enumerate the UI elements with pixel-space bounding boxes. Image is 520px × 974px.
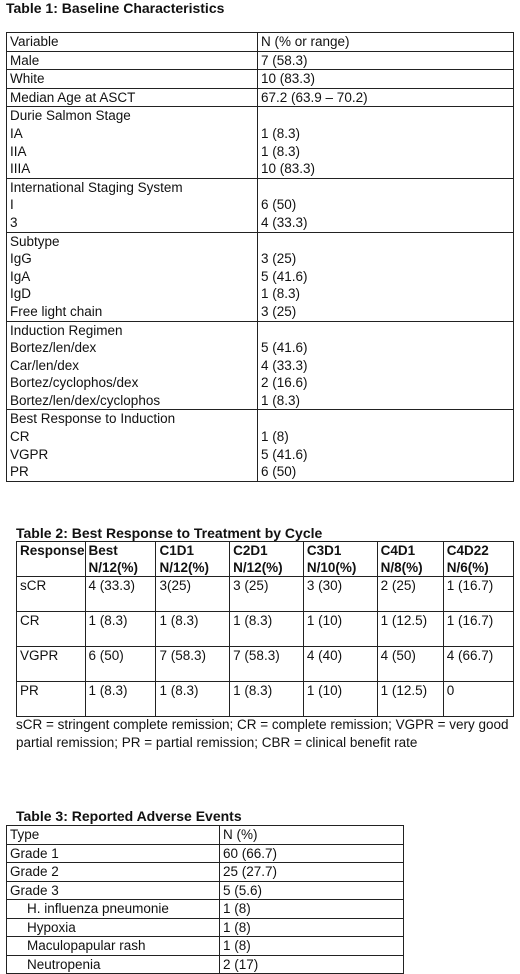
table-row xyxy=(7,937,404,956)
table-cell: 6 (50) xyxy=(85,647,156,682)
event-count-cell: 2 (17) xyxy=(220,955,404,974)
variable-cell: VGPR xyxy=(7,446,258,464)
table-row xyxy=(7,125,514,143)
value-cell: 4 (33.3) xyxy=(258,357,514,375)
table-cell: 7 (58.3) xyxy=(230,647,304,682)
column-header: Type xyxy=(7,826,220,845)
table-row xyxy=(7,160,514,178)
table-cell: 4 (66.7) xyxy=(443,647,513,682)
table-cell: 4 (40) xyxy=(303,647,377,682)
table-cell: 1 (8.3) xyxy=(156,612,230,647)
best-response-table xyxy=(16,541,514,717)
variable-cell: Durie Salmon Stage xyxy=(7,107,258,125)
value-cell xyxy=(258,232,514,250)
event-type-cell: Maculopapular rash xyxy=(7,937,220,956)
variable-cell: International Staging System xyxy=(7,178,258,196)
event-type-cell: Grade 2 xyxy=(7,863,220,882)
table2-title: Table 2: Best Response to Treatment by Cycle xyxy=(16,525,323,541)
table-cell: 1 (10) xyxy=(303,682,377,717)
table-row xyxy=(7,918,404,937)
variable-cell: IgA xyxy=(7,268,258,286)
event-count-cell: 60 (66.7) xyxy=(220,844,404,863)
column-header: C4D22 N/6(%) xyxy=(443,542,513,577)
table-row xyxy=(7,410,514,428)
variable-cell: Car/len/dex xyxy=(7,357,258,375)
variable-cell: I xyxy=(7,196,258,214)
variable-cell: Male xyxy=(7,51,258,70)
variable-cell: Bortez/len/dex xyxy=(7,339,258,357)
value-cell: 4 (33.3) xyxy=(258,214,514,232)
table-row xyxy=(7,33,514,52)
table-row xyxy=(7,107,514,125)
table-cell: 1 (8.3) xyxy=(230,682,304,717)
event-count-cell: 1 (8) xyxy=(220,900,404,919)
variable-cell: CR xyxy=(7,428,258,446)
table-row xyxy=(7,463,514,481)
table-row xyxy=(7,428,514,446)
table-row xyxy=(7,339,514,357)
table-row xyxy=(7,143,514,161)
table-row xyxy=(7,51,514,70)
value-cell: 10 (83.3) xyxy=(258,160,514,178)
value-cell: 6 (50) xyxy=(258,196,514,214)
variable-cell: Median Age at ASCT xyxy=(7,88,258,107)
value-cell: 1 (8) xyxy=(258,428,514,446)
variable-cell: PR xyxy=(7,463,258,481)
variable-cell: IgD xyxy=(7,285,258,303)
table1-title: Table 1: Baseline Characteristics xyxy=(6,0,225,16)
variable-cell: IgG xyxy=(7,250,258,268)
table-row xyxy=(7,446,514,464)
table-cell: 1 (16.7) xyxy=(443,612,513,647)
table-row xyxy=(7,196,514,214)
table-cell: 1 (8.3) xyxy=(230,612,304,647)
value-cell xyxy=(258,410,514,428)
table-cell: 7 (58.3) xyxy=(156,647,230,682)
table-row xyxy=(7,303,514,321)
table-row xyxy=(17,682,514,717)
value-cell xyxy=(258,107,514,125)
table-row xyxy=(7,844,404,863)
table-row xyxy=(7,955,404,974)
table-cell: VGPR xyxy=(17,647,86,682)
value-cell: 67.2 (63.9 – 70.2) xyxy=(258,88,514,107)
table-row xyxy=(7,392,514,410)
value-cell: 5 (41.6) xyxy=(258,446,514,464)
variable-cell: Variable xyxy=(7,33,258,52)
event-type-cell: Grade 1 xyxy=(7,844,220,863)
value-cell xyxy=(258,178,514,196)
table-row xyxy=(7,321,514,339)
event-type-cell: Hypoxia xyxy=(7,918,220,937)
value-cell: 1 (8.3) xyxy=(258,143,514,161)
table-row xyxy=(17,647,514,682)
table-row xyxy=(7,178,514,196)
table-row xyxy=(7,374,514,392)
value-cell: 5 (41.6) xyxy=(258,268,514,286)
table-row xyxy=(7,70,514,89)
table-row xyxy=(7,250,514,268)
value-cell: N (% or range) xyxy=(258,33,514,52)
variable-cell: IIA xyxy=(7,143,258,161)
table-cell: 1 (8.3) xyxy=(85,612,156,647)
table-row xyxy=(7,285,514,303)
value-cell: 3 (25) xyxy=(258,303,514,321)
abbreviations-footnote: sCR = stringent complete remission; CR = complete remission; VGPR = very good partial remission; PR = partial remission; CBR = clinical benefit rate xyxy=(16,717,509,750)
baseline-characteristics-table xyxy=(6,32,514,482)
column-header: C4D1 N/8(%) xyxy=(377,542,443,577)
value-cell: 7 (58.3) xyxy=(258,51,514,70)
variable-cell: IIIA xyxy=(7,160,258,178)
variable-cell: 3 xyxy=(7,214,258,232)
table-row xyxy=(7,881,404,900)
variable-cell: IA xyxy=(7,125,258,143)
table-cell: sCR xyxy=(17,577,86,612)
table-cell: 3(25) xyxy=(156,577,230,612)
table-row xyxy=(17,612,514,647)
value-cell: 10 (83.3) xyxy=(258,70,514,89)
value-cell: 1 (8.3) xyxy=(258,285,514,303)
variable-cell: White xyxy=(7,70,258,89)
table-cell: 1 (16.7) xyxy=(443,577,513,612)
event-count-cell: 25 (27.7) xyxy=(220,863,404,882)
table-row xyxy=(7,232,514,250)
event-type-cell: Grade 3 xyxy=(7,881,220,900)
variable-cell: Bortez/cyclophos/dex xyxy=(7,374,258,392)
value-cell: 1 (8.3) xyxy=(258,392,514,410)
column-header: Response xyxy=(17,542,86,577)
column-header: Best N/12(%) xyxy=(85,542,156,577)
event-count-cell: 5 (5.6) xyxy=(220,881,404,900)
variable-cell: Subtype xyxy=(7,232,258,250)
table-row xyxy=(17,577,514,612)
variable-cell: Free light chain xyxy=(7,303,258,321)
variable-cell: Induction Regimen xyxy=(7,321,258,339)
column-header: C3D1 N/10(%) xyxy=(303,542,377,577)
table-row xyxy=(7,214,514,232)
table-cell: 1 (8.3) xyxy=(85,682,156,717)
table-cell: PR xyxy=(17,682,86,717)
table-cell: 1 (12.5) xyxy=(377,612,443,647)
table-cell: 4 (33.3) xyxy=(85,577,156,612)
header-row xyxy=(7,826,404,845)
table-cell: 1 (10) xyxy=(303,612,377,647)
column-header: C2D1 N/12(%) xyxy=(230,542,304,577)
variable-cell: Best Response to Induction xyxy=(7,410,258,428)
table-row xyxy=(7,900,404,919)
value-cell: 2 (16.6) xyxy=(258,374,514,392)
column-header: N (%) xyxy=(220,826,404,845)
column-header: C1D1 N/12(%) xyxy=(156,542,230,577)
table-row xyxy=(7,88,514,107)
variable-cell: Bortez/len/dex/cyclophos xyxy=(7,392,258,410)
table-cell: 0 xyxy=(443,682,513,717)
table3-title: Table 3: Reported Adverse Events xyxy=(16,808,242,824)
value-cell: 6 (50) xyxy=(258,463,514,481)
table-cell: 4 (50) xyxy=(377,647,443,682)
table-row xyxy=(7,863,404,882)
event-type-cell: Neutropenia xyxy=(7,955,220,974)
table-cell: CR xyxy=(17,612,86,647)
event-count-cell: 1 (8) xyxy=(220,918,404,937)
value-cell xyxy=(258,321,514,339)
table-cell: 3 (30) xyxy=(303,577,377,612)
adverse-events-table xyxy=(6,825,404,974)
table-row xyxy=(7,268,514,286)
value-cell: 3 (25) xyxy=(258,250,514,268)
value-cell: 1 (8.3) xyxy=(258,125,514,143)
table-cell: 3 (25) xyxy=(230,577,304,612)
event-count-cell: 1 (8) xyxy=(220,937,404,956)
event-type-cell: H. influenza pneumonie xyxy=(7,900,220,919)
table-cell: 1 (8.3) xyxy=(156,682,230,717)
table-cell: 1 (12.5) xyxy=(377,682,443,717)
table-cell: 2 (25) xyxy=(377,577,443,612)
table-row xyxy=(7,357,514,375)
value-cell: 5 (41.6) xyxy=(258,339,514,357)
